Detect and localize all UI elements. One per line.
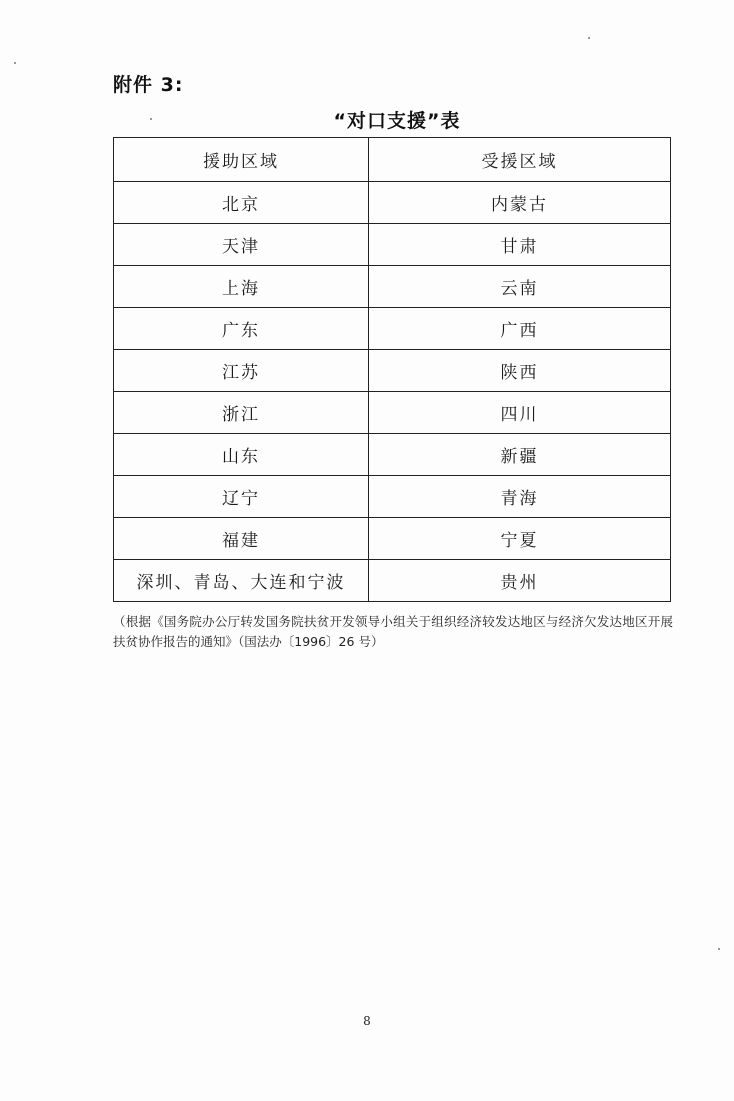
column-header-recipient-region: 受援区域 [369, 138, 671, 182]
aid-pairing-table [113, 137, 671, 602]
aid-region-cell: 北京 [114, 182, 369, 224]
table-row [114, 350, 671, 392]
aid-region-cell: 山东 [114, 434, 369, 476]
recipient-region-cell: 贵州 [369, 560, 671, 602]
table-row [114, 224, 671, 266]
aid-region-cell: 福建 [114, 518, 369, 560]
aid-region-cell: 深圳、青岛、大连和宁波 [114, 560, 369, 602]
recipient-region-cell: 四川 [369, 392, 671, 434]
table-row [114, 182, 671, 224]
table-row [114, 560, 671, 602]
recipient-region-cell: 宁夏 [369, 518, 671, 560]
table-row [114, 266, 671, 308]
page-number: 8 [363, 1014, 371, 1028]
column-header-aid-region: 援助区域 [114, 138, 369, 182]
table-row [114, 476, 671, 518]
recipient-region-cell: 陕西 [369, 350, 671, 392]
recipient-region-cell: 甘肃 [369, 224, 671, 266]
scan-speck [14, 62, 16, 64]
table-header-row [114, 138, 671, 182]
recipient-region-cell: 内蒙古 [369, 182, 671, 224]
recipient-region-cell: 新疆 [369, 434, 671, 476]
recipient-region-cell: 青海 [369, 476, 671, 518]
aid-region-cell: 上海 [114, 266, 369, 308]
attachment-label: 附件 3: [113, 74, 184, 96]
source-note: （根据《国务院办公厅转发国务院扶贫开发领导小组关于组织经济较发达地区与经济欠发达地区开展扶贫协作报告的通知》（国法办〔1996〕26 号） [113, 614, 673, 649]
document-title: “对口支援”表 [333, 110, 461, 132]
table-row [114, 392, 671, 434]
table-row [114, 518, 671, 560]
aid-region-cell: 天津 [114, 224, 369, 266]
recipient-region-cell: 云南 [369, 266, 671, 308]
table-row [114, 434, 671, 476]
scan-speck [718, 948, 720, 950]
table-row [114, 308, 671, 350]
aid-region-cell: 辽宁 [114, 476, 369, 518]
aid-region-cell: 江苏 [114, 350, 369, 392]
recipient-region-cell: 广西 [369, 308, 671, 350]
aid-region-cell: 广东 [114, 308, 369, 350]
scan-speck [588, 37, 590, 39]
aid-region-cell: 浙江 [114, 392, 369, 434]
